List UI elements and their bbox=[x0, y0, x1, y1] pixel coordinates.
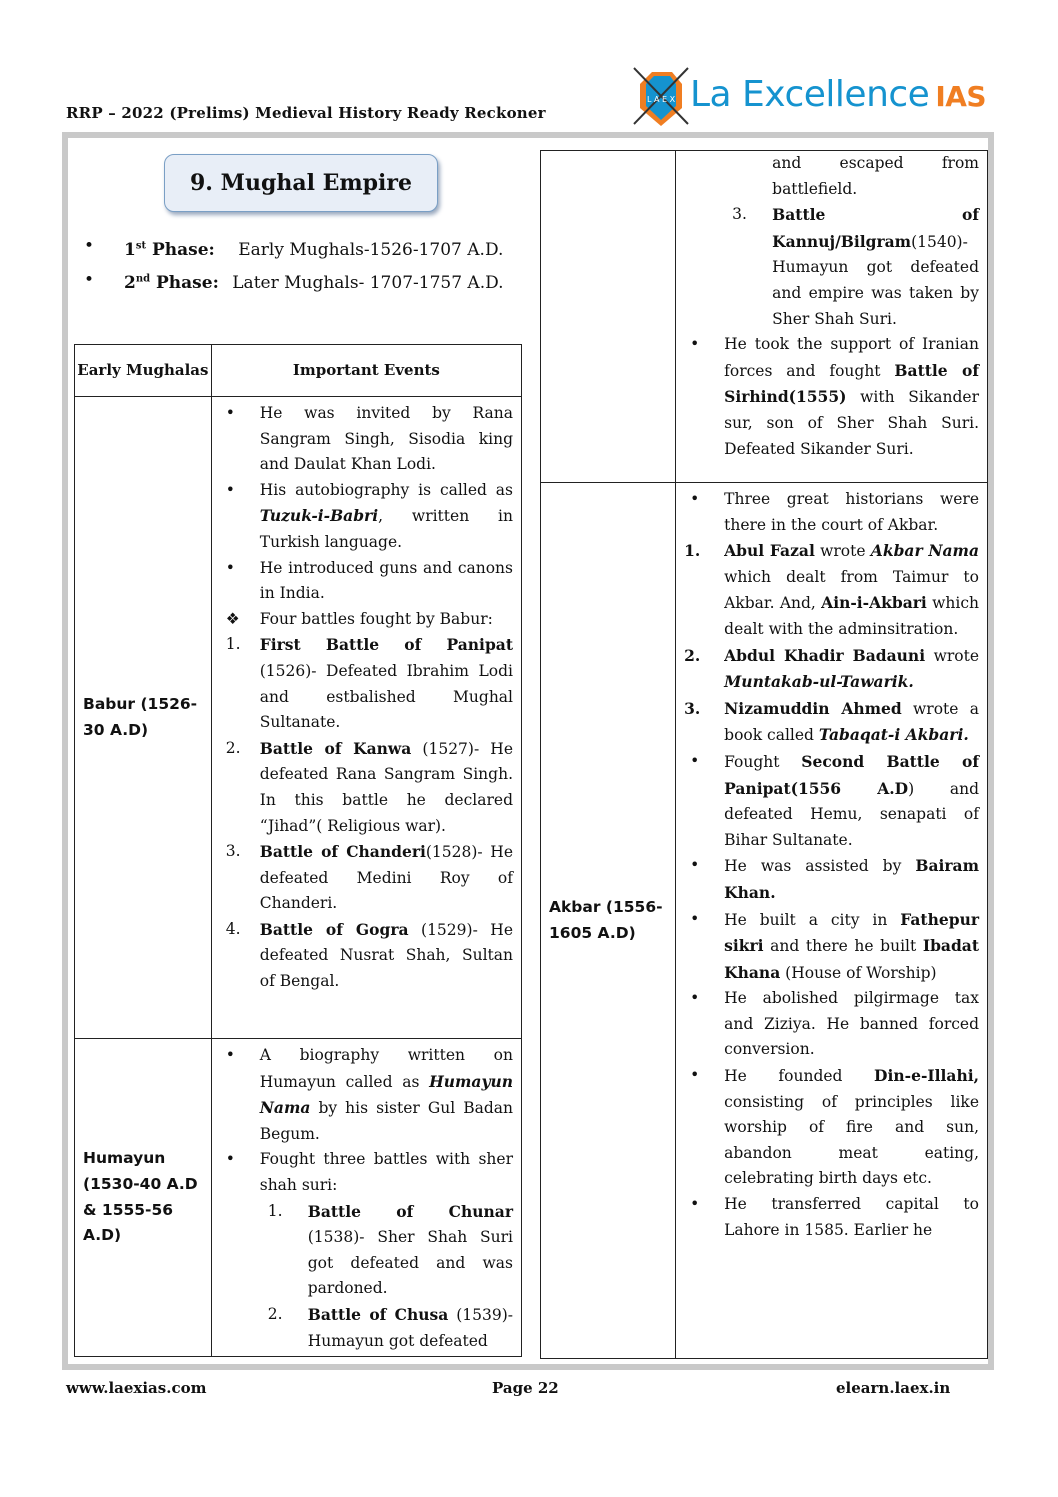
event-item bbox=[684, 151, 979, 202]
event-item bbox=[684, 853, 979, 906]
events-cell bbox=[211, 397, 521, 1039]
ruler-name bbox=[541, 151, 676, 483]
event-text: wrote bbox=[814, 542, 871, 561]
brand-suffix: IAS bbox=[935, 80, 987, 113]
event-text: He abolished pilgirmage tax and Ziziya. He banned forced conversion. bbox=[724, 989, 979, 1059]
col-header-events: Important Events bbox=[211, 345, 521, 397]
events-cell bbox=[676, 151, 988, 483]
event-text: He was assisted by bbox=[724, 857, 916, 876]
event-text: wrote bbox=[925, 646, 979, 665]
event-text: Fathepur sikri bbox=[724, 909, 979, 956]
list-marker: • bbox=[225, 558, 235, 577]
list-marker: 2. bbox=[225, 738, 241, 757]
list-marker: • bbox=[225, 480, 235, 499]
phase-sup: st bbox=[135, 240, 147, 251]
event-item bbox=[220, 401, 513, 478]
list-marker: ❖ bbox=[225, 609, 240, 628]
list-marker: 2. bbox=[684, 645, 701, 665]
event-item bbox=[684, 332, 979, 462]
event-text: Tuzuk-i-Babri bbox=[259, 506, 379, 526]
event-item bbox=[684, 202, 979, 332]
shield-icon bbox=[634, 68, 688, 126]
event-item bbox=[220, 1147, 513, 1198]
event-text: Four battles fought by Babur: bbox=[259, 609, 493, 628]
list-marker: • bbox=[225, 1046, 235, 1064]
event-text: Bairam Khan. bbox=[724, 856, 979, 902]
phase-num: 2 bbox=[124, 273, 136, 294]
phase-num: 1 bbox=[124, 239, 136, 260]
brand-name-main: La Excellence bbox=[690, 74, 930, 115]
header-title: RRP – 2022 (Prelims) Medieval History Ready Reckoner bbox=[66, 104, 546, 122]
event-text: Abul Fazal bbox=[724, 541, 815, 561]
phase-label: Phase: bbox=[150, 273, 219, 294]
event-item bbox=[684, 643, 979, 696]
event-text: consisting of principles like worship of fire and sun, abandon meat eating, celebrating birth days etc. bbox=[724, 1092, 979, 1188]
list-marker: • bbox=[690, 751, 700, 770]
event-text: Tabaqat-i Akbari. bbox=[818, 725, 969, 745]
list-marker: • bbox=[690, 989, 700, 1008]
ruler-name: Akbar (1556-1605 A.D) bbox=[541, 483, 676, 1359]
event-item bbox=[220, 839, 513, 917]
event-text: which dealt from Taimur to Akbar. And, bbox=[724, 567, 979, 613]
event-text: Abdul Khadir Badauni bbox=[724, 645, 926, 665]
event-item bbox=[220, 1043, 513, 1147]
table-row bbox=[75, 397, 522, 1039]
event-text: (1528)- He defeated Medini Roy of Chanderi. bbox=[259, 843, 513, 913]
bullet: • bbox=[84, 269, 95, 290]
list-marker: • bbox=[690, 909, 700, 928]
shield-letters: L A E X bbox=[646, 95, 676, 104]
event-text: He was invited by Rana Sangram Singh, Sisodia king and Daulat Khan Lodi. bbox=[259, 404, 513, 474]
event-text: He built a city in bbox=[724, 910, 901, 929]
event-text: by his sister Gul Badan Begum. bbox=[259, 1099, 513, 1143]
list-marker: • bbox=[690, 335, 700, 354]
early-mughals-table-left bbox=[74, 344, 522, 1357]
event-text: Ibadat Khana bbox=[724, 936, 979, 982]
event-text: Battle of Chunar bbox=[307, 1201, 513, 1221]
event-item bbox=[684, 907, 979, 987]
event-item bbox=[220, 736, 513, 839]
event-text: (1538)- Sher Shah Suri got defeated and was pardoned. bbox=[307, 1228, 513, 1298]
phase-text: Later Mughals- 1707-1757 A.D. bbox=[232, 273, 504, 294]
phase-item bbox=[84, 232, 516, 264]
event-text: (1539)- Humayun got defeated bbox=[307, 1305, 513, 1350]
list-marker: 1. bbox=[267, 1201, 283, 1220]
events-cell bbox=[211, 1039, 521, 1357]
event-text: Battle of Chusa bbox=[307, 1304, 449, 1324]
phase-item bbox=[84, 266, 516, 298]
page-number: Page 22 bbox=[492, 1379, 559, 1397]
list-marker: 3. bbox=[684, 698, 701, 718]
phase-label: Phase: bbox=[146, 239, 215, 260]
list-marker: 3. bbox=[732, 205, 747, 224]
event-item bbox=[684, 487, 979, 538]
event-text: (1526)- Defeated Ibrahim Lodi and estbalished Mughal Sultanate. bbox=[259, 661, 513, 732]
list-marker: 2. bbox=[267, 1304, 283, 1323]
event-text: Muntakab-ul-Tawarik. bbox=[724, 672, 914, 692]
event-text: First Battle of Panipat bbox=[259, 635, 513, 655]
event-text: Battle of Sirhind(1555) bbox=[724, 360, 979, 407]
phase-sup: nd bbox=[135, 273, 151, 285]
event-text: with Sikander sur, son of Sher Shah Suri. Defeated Sikander Suri. bbox=[724, 388, 979, 458]
event-item bbox=[684, 1192, 979, 1243]
event-text: (House of Worship) bbox=[780, 963, 937, 982]
early-mughals-table-right bbox=[540, 150, 988, 1359]
table-row bbox=[75, 1039, 522, 1357]
event-text: Battle of Kannuj/Bilgram bbox=[772, 205, 979, 251]
event-item bbox=[220, 1199, 513, 1302]
event-text: ) and defeated Hemu, senapati of Bihar Sultanate. bbox=[724, 779, 980, 849]
table-row bbox=[541, 483, 988, 1359]
event-text: Din-e-Illahi, bbox=[874, 1066, 979, 1086]
phase-list bbox=[84, 232, 516, 299]
event-text: His autobiography is called as bbox=[259, 480, 513, 499]
event-item bbox=[684, 1063, 979, 1192]
events-cell bbox=[676, 483, 988, 1359]
table-header-row bbox=[75, 345, 522, 397]
list-marker: 1. bbox=[225, 635, 241, 654]
ruler-name: Humayun (1530-40 A.D & 1555-56 A.D) bbox=[75, 1039, 212, 1357]
event-text: which dealt with the adminsitration. bbox=[724, 594, 979, 638]
list-marker: 4. bbox=[225, 919, 241, 938]
event-item bbox=[220, 607, 513, 633]
event-text: Akbar Nama bbox=[870, 541, 980, 561]
event-text: (1529)- He defeated Nusrat Shah, Sultan of Bengal. bbox=[259, 920, 513, 991]
event-item bbox=[684, 538, 979, 642]
event-item bbox=[220, 632, 513, 735]
event-text: Three great historians were there in the court of Akbar. bbox=[724, 490, 979, 534]
table-row bbox=[541, 151, 988, 483]
footer-elearn[interactable]: elearn.laex.in bbox=[836, 1379, 951, 1397]
event-text: wrote a book called bbox=[724, 699, 979, 745]
list-marker: • bbox=[690, 1195, 700, 1214]
event-text: , written in Turkish language. bbox=[259, 507, 513, 551]
list-marker: • bbox=[225, 1150, 235, 1169]
list-marker: • bbox=[690, 1066, 700, 1085]
bullet: • bbox=[84, 236, 95, 256]
ruler-name: Babur (1526-30 A.D) bbox=[75, 397, 212, 1039]
event-item bbox=[220, 917, 513, 995]
event-text: (1540)- Humayun got defeated and empire was taken by Sher Shah Suri. bbox=[772, 232, 979, 328]
list-marker: 1. bbox=[684, 541, 701, 561]
event-item bbox=[220, 1302, 513, 1354]
list-marker: • bbox=[690, 490, 700, 508]
event-item bbox=[220, 478, 513, 556]
event-text: Fought three battles with sher shah suri: bbox=[259, 1150, 513, 1194]
event-text: He transferred capital to Lahore in 1585. Earlier he bbox=[724, 1195, 979, 1239]
event-text: He took the support of Iranian forces and fought bbox=[724, 335, 979, 380]
event-item bbox=[684, 696, 979, 749]
event-text: He founded bbox=[724, 1067, 875, 1086]
event-text: and there he built bbox=[763, 937, 923, 956]
event-text: Second Battle of Panipat(1556 A.D bbox=[724, 751, 979, 798]
event-text: and escaped from battlefield. bbox=[772, 154, 979, 198]
list-marker: • bbox=[225, 404, 235, 422]
event-item bbox=[684, 749, 979, 853]
event-text: Battle of Gogra bbox=[259, 919, 409, 939]
event-text: (1527)- He defeated Rana Sangram Singh. In this battle he declared “Jihad”( Religious war). bbox=[259, 739, 514, 835]
list-marker: • bbox=[690, 856, 700, 875]
event-text: Nizamuddin Ahmed bbox=[724, 698, 902, 718]
event-text: Ain-i-Akbari bbox=[821, 593, 927, 613]
list-marker: 3. bbox=[225, 842, 241, 861]
footer-website[interactable]: www.laexias.com bbox=[66, 1379, 207, 1397]
event-text: He introduced guns and canons in India. bbox=[259, 558, 513, 603]
phase-text: Early Mughals-1526-1707 A.D. bbox=[238, 239, 504, 260]
col-header-ruler: Early Mughalas bbox=[75, 345, 212, 397]
event-item bbox=[220, 556, 513, 607]
event-text: Battle of Chanderi bbox=[259, 842, 426, 862]
chapter-title: 9. Mughal Empire bbox=[164, 154, 438, 212]
event-text: A biography written on Humayun called as bbox=[259, 1046, 513, 1091]
event-text: Fought bbox=[724, 752, 802, 771]
event-text: Battle of Kanwa bbox=[259, 738, 412, 758]
event-text: Humayun Nama bbox=[259, 1071, 513, 1118]
event-item bbox=[684, 986, 979, 1063]
brand-name bbox=[690, 74, 986, 115]
